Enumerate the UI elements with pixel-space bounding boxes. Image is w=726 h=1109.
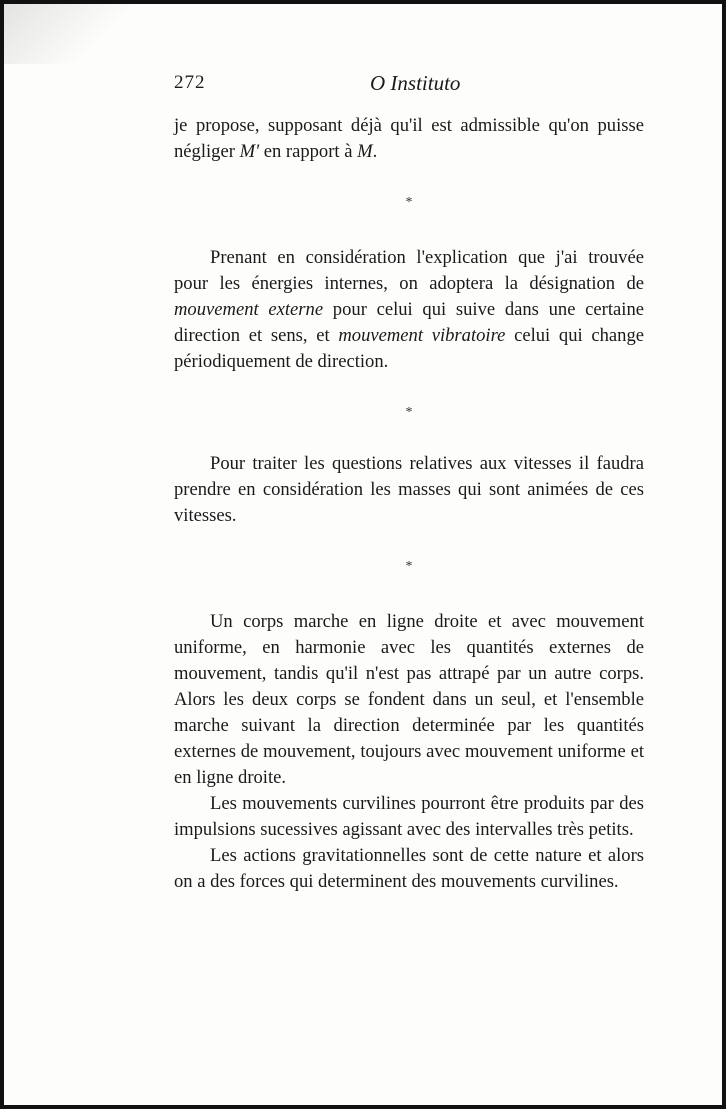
paragraph-2-text-b: pour celui qui suive dans une certaine direction et sens, et — [174, 299, 645, 346]
paragraph-6: Les actions gravitationnelles sont de cette nature et alors on a des forces qui determinent des mouvements curvilines. — [174, 845, 644, 892]
paragraph-1 — [174, 113, 644, 165]
variable-m: M — [357, 141, 373, 162]
paragraph-4: Un corps marche en ligne droite et avec mouvement uniforme, en harmonie avec les quantités externes de mouvement, tandis qu'il n'est pas attrapé par un autre corps. Alors les deux corps se fondent dans un seul, et l'ensemble marche suivant la direction determinée par les quantités externes de mouvement, toujours avec mouvement uniforme et en ligne droite. — [174, 611, 644, 788]
paragraph-1-text-c: . — [372, 141, 378, 162]
page-number: 272 — [174, 72, 206, 93]
paragraph-1-text-b: en rapport à — [259, 141, 358, 162]
term-mouvement-vibratoire: mouvement vibratoire — [338, 325, 506, 346]
variable-m-prime: M' — [239, 141, 260, 162]
running-title: O Instituto — [370, 71, 461, 95]
scan-shadow — [4, 4, 134, 64]
paragraph-2-text-c: celui qui change périodiquement de direction. — [174, 325, 644, 372]
body-text — [174, 113, 644, 895]
paragraph-1-text-a: je propose, supposant déjà qu'il est admissible qu'on puisse négliger — [174, 115, 644, 162]
paragraph-2-text-a: Prenant en considération l'explication que j'ai trouvée pour les énergies internes, on adoptera la désignation de — [174, 247, 644, 294]
term-mouvement-externe: mouvement externe — [174, 299, 324, 320]
page-header — [174, 72, 644, 100]
section-separator-3: * — [405, 559, 413, 574]
paragraph-2 — [174, 245, 644, 375]
section-separator-1: * — [405, 195, 413, 210]
section-separator-2: * — [405, 405, 413, 420]
paragraph-3: Pour traiter les questions relatives aux vitesses il faudra prendre en considération les masses qui sont animées de ces vitesses. — [174, 453, 644, 526]
paragraph-5: Les mouvements curvilines pourront être produits par des impulsions sucessives agissant avec des intervalles très petits. — [174, 793, 644, 840]
